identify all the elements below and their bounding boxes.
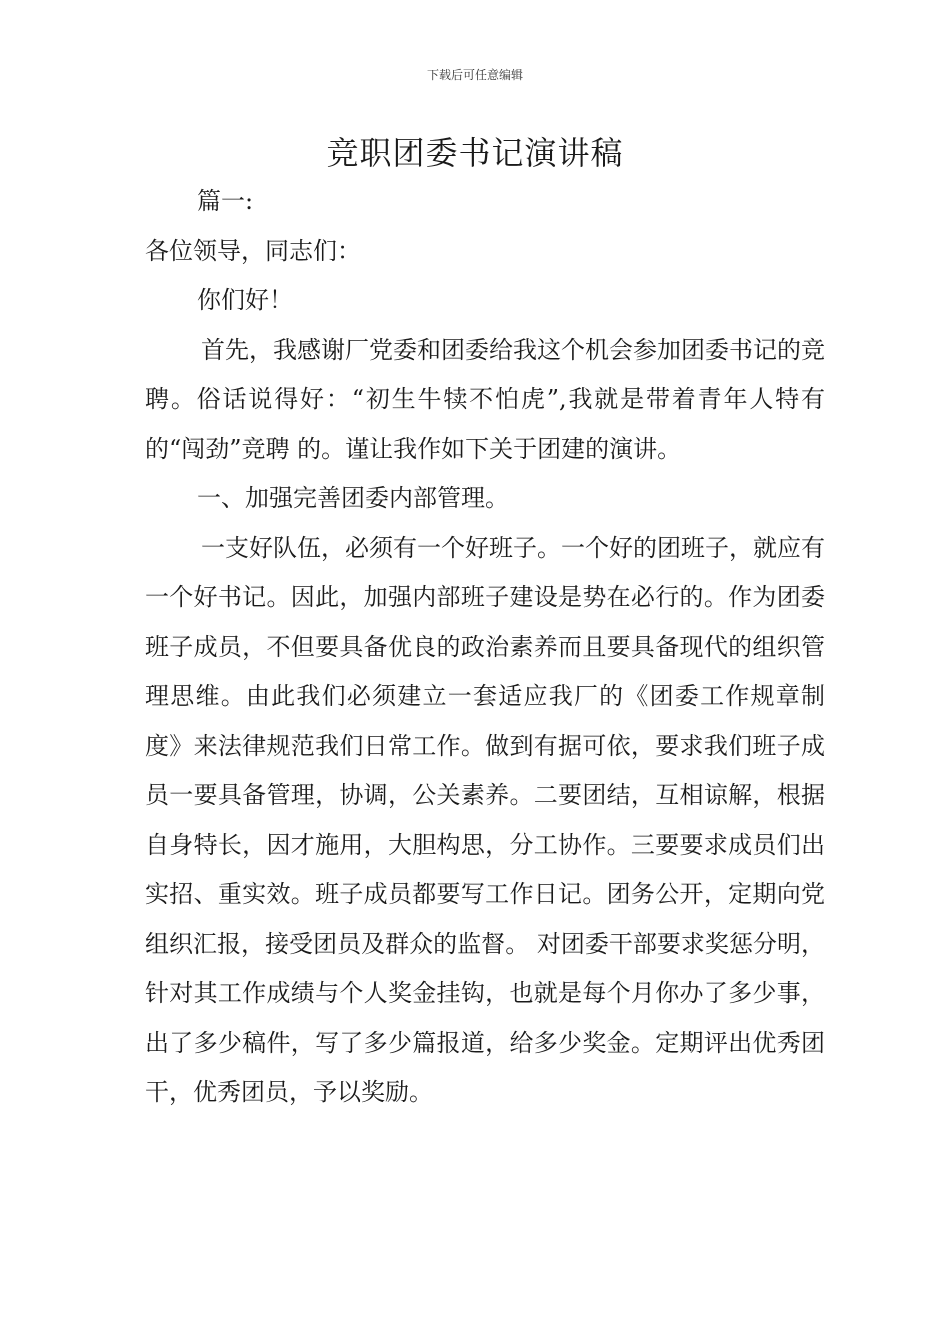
document-title: 竞职团委书记演讲稿	[326, 134, 624, 172]
document-body	[145, 177, 825, 1118]
page-header-note: 下载后可任意编辑	[426, 68, 523, 82]
section-label: 篇一:	[197, 187, 254, 215]
body-paragraph: 一支好队伍，必须有一个好班子。一个好的团班子，就应有一个好书记。因此，加强内部班子建设是势在必行的。作为团委班子成员，不但要具备优良的政治素养而且要具备现代的组织管理思维。由此我们必须建立一套适应我厂的《团委工作规章制度》来法律规范我们日常工作。做到有据可依，要求我们班子成员一要具备管理，协调，公关素养。二要团结，互相谅解，根据自身特长，因才施用，大胆构思，分工协作。三要要求成员们出实招、重实效。班子成员都要写工作日记。团务公开，定期向党组织汇报，接受团员及群众的监督。 对团委干部要求奖惩分明，针对其工作成绩与个人奖金挂钩，也就是每个月你办了多少事，出了多少稿件，写了多少篇报道，给多少奖金。定期评出优秀团干，优秀团员，予以奖励。	[145, 533, 825, 1106]
greeting: 你们好！	[197, 286, 293, 314]
section-heading: 一、加强完善团委内部管理。	[197, 484, 509, 512]
salutation: 各位领导，同志们：	[145, 236, 361, 265]
opening-paragraph: 首先，我感谢厂党委和团委给我这个机会参加团委书记的竞聘。俗话说得好：“初生牛犊不怕虎”,我就是带着青年人特有的“闯劲”竞聘 的。谨让我作如下关于团建的演讲。	[145, 335, 825, 463]
